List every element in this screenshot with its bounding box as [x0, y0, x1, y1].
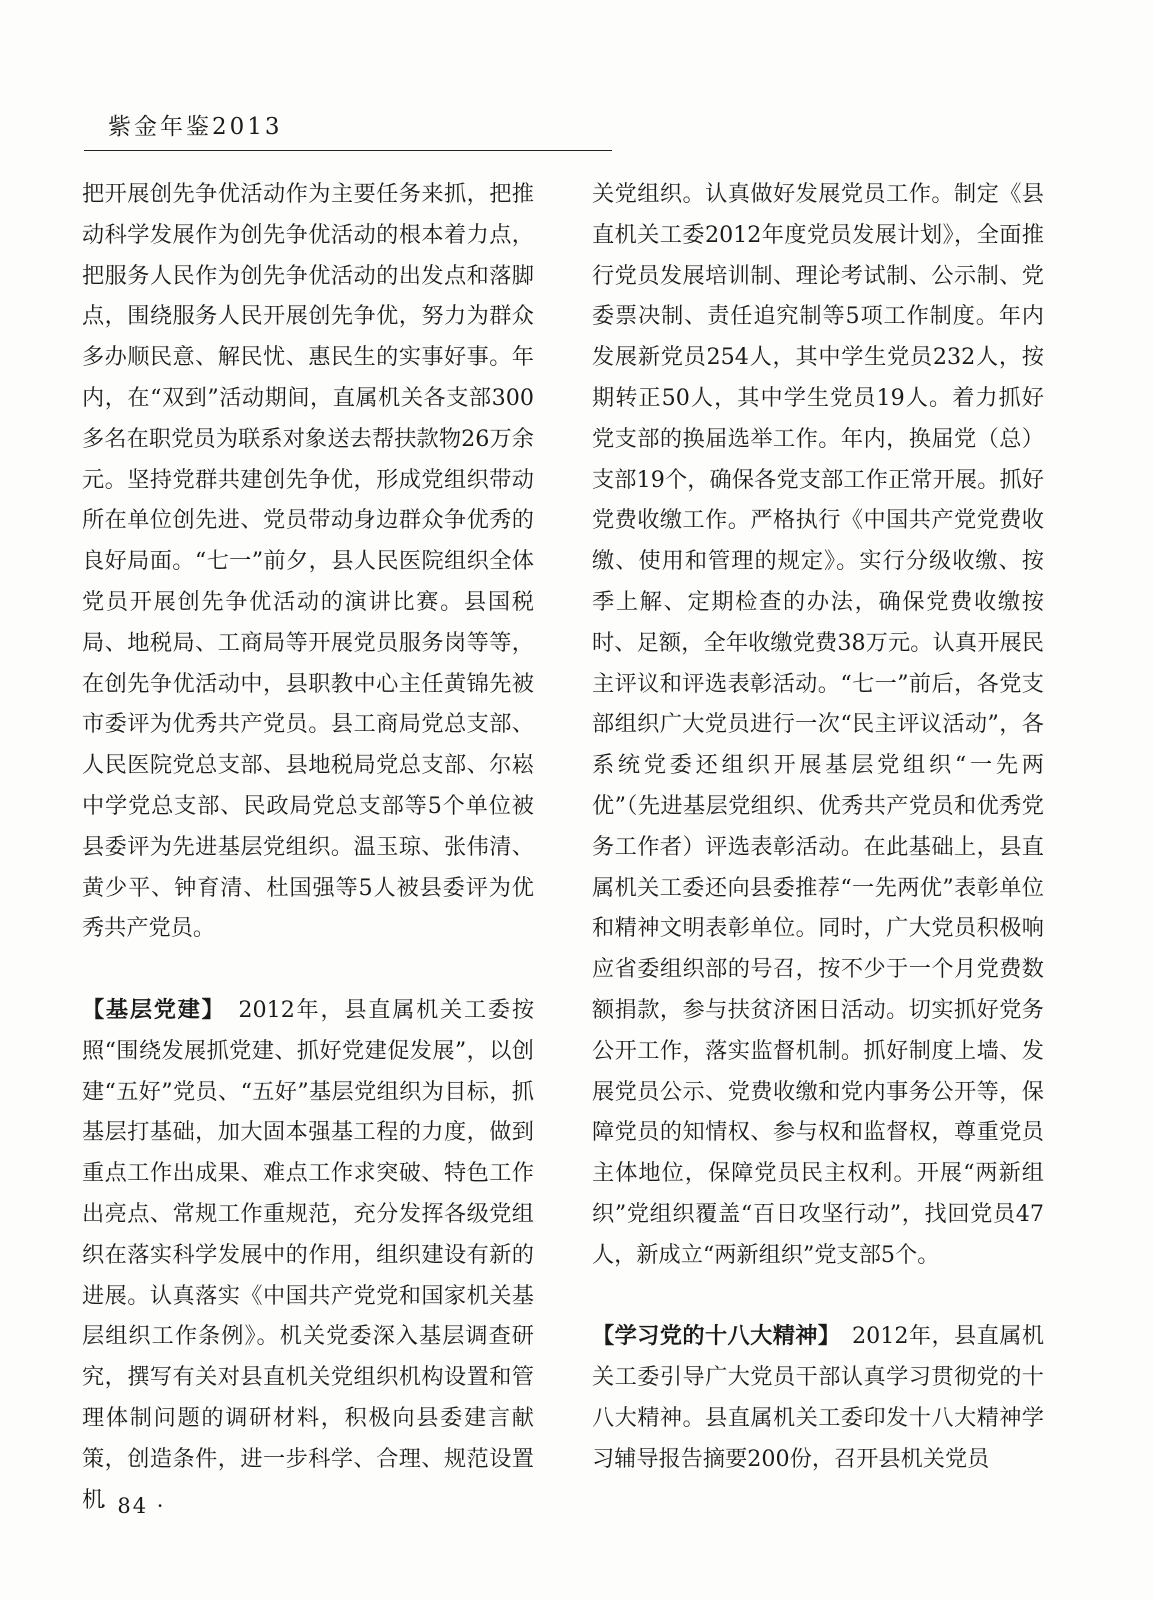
section-paragraph-grassroots — [82, 990, 534, 1520]
running-header: 紫金年鉴2013 — [108, 114, 283, 140]
paragraph-gap — [82, 949, 534, 990]
right-column — [592, 174, 1044, 1480]
continuation-paragraph: 关党组织。认真做好发展党员工作。制定《县直机关工委2012年度党员发展计划》，全面推行党员发展培训制、理论考试制、公示制、党委票决制、责任追究制等5项工作制度。年内发展新党员254人，其中学生党员232人，按期转正50人，其中学生党员19人。着力抓好党支部的换届选举工作。年内，换届党（总）支部19个，确保各党支部工作正常开展。抓好党费收缴工作。严格执行《中国共产党党费收缴、使用和管理的规定》。实行分级收缴、按季上解、定期检查的办法，确保党费收缴按时、足额，全年收缴党费38万元。认真开展民主评议和评选表彰活动。“七一”前后，各党支部组织广大党员进行一次“民主评议活动”，各系统党委还组织开展基层党组织“一先两优”（先进基层党组织、优秀共产党员和优秀党务工作者）评选表彰活动。在此基础上，县直属机关工委还向县委推荐“一先两优”表彰单位和精神文明表彰单位。同时，广大党员积极响应省委组织部的号召，按不少于一个月党费数额捐款，参与扶贫济困日活动。切实抓好党务公开工作，落实监督机制。抓好制度上墙、发展党员公示、党费收缴和党内事务公开等，保障党员的知情权、参与权和监督权，尊重党员主体地位，保障党员民主权利。开展“两新组织”党组织覆盖“百日攻坚行动”，找回党员47人，新成立“两新组织”党支部5个。 — [592, 181, 1044, 1268]
intro-paragraph: 把开展创先争优活动作为主要任务来抓，把推动科学发展作为创先争优活动的根本着力点，把服务人民作为创先争优活动的出发点和落脚点，围绕服务人民开展创先争优，努力为群众多办顺民意、解民忧、惠民生的实事好事。年内，在“双到”活动期间，直属机关各支部300多名在职党员为联系对象送去帮扶款物26万余元。坚持党群共建创先争优，形成党组织带动所在单位创先进、党员带动身边群众争优秀的良好局面。“七一”前夕，县人民医院组织全体党员开展创先争优活动的演讲比赛。县国税局、地税局、工商局等开展党员服务岗等等，在创先争优活动中，县职教中心主任黄锦先被市委评为优秀共产党员。县工商局党总支部、人民医院党总支部、县地税局党总支部、尔崧中学党总支部、民政局党总支部等5个单位被县委评为先进基层党组织。温玉琼、张伟清、黄少平、钟育清、杜国强等5人被县委评为优秀共产党员。 — [82, 181, 534, 942]
paragraph-gap — [592, 1276, 1044, 1317]
section-heading-grassroots: 【基层党建】 — [82, 996, 215, 1023]
header-rule — [84, 150, 612, 151]
section-text-study: 2012年，县直属机关工委引导广大党员干部认真学习贯彻党的十八大精神。县直属机关工委印发十八大精神学习辅导报告摘要200份，召开县机关党员 — [592, 1323, 1045, 1472]
page-number: · 84 · — [100, 1494, 166, 1518]
section-text-grassroots: 2012年，县直属机关工委按照“围绕发展抓党建、抓好党建促发展”，以创建“五好”党员、“五好”基层党组织为目标，抓基层打基础，加大固本强基工程的力度，做到重点工作出成果、难点工作求突破、特色工作出亮点、常规工作重规范，充分发挥各级党组织在落实科学发展中的作用，组织建设有新的进展。认真落实《中国共产党党和国家机关基层组织工作条例》。机关党委深入基层调查研究，撰写有关对县直机关党组织机构设置和管理体制问题的调研材料，积极向县委建言献策，创造条件，进一步科学、合理、规范设置机 — [82, 996, 535, 1513]
section-paragraph-study — [592, 1316, 1044, 1479]
section-heading-study: 【学习党的十八大精神】 — [592, 1323, 830, 1350]
left-column — [82, 174, 534, 1520]
